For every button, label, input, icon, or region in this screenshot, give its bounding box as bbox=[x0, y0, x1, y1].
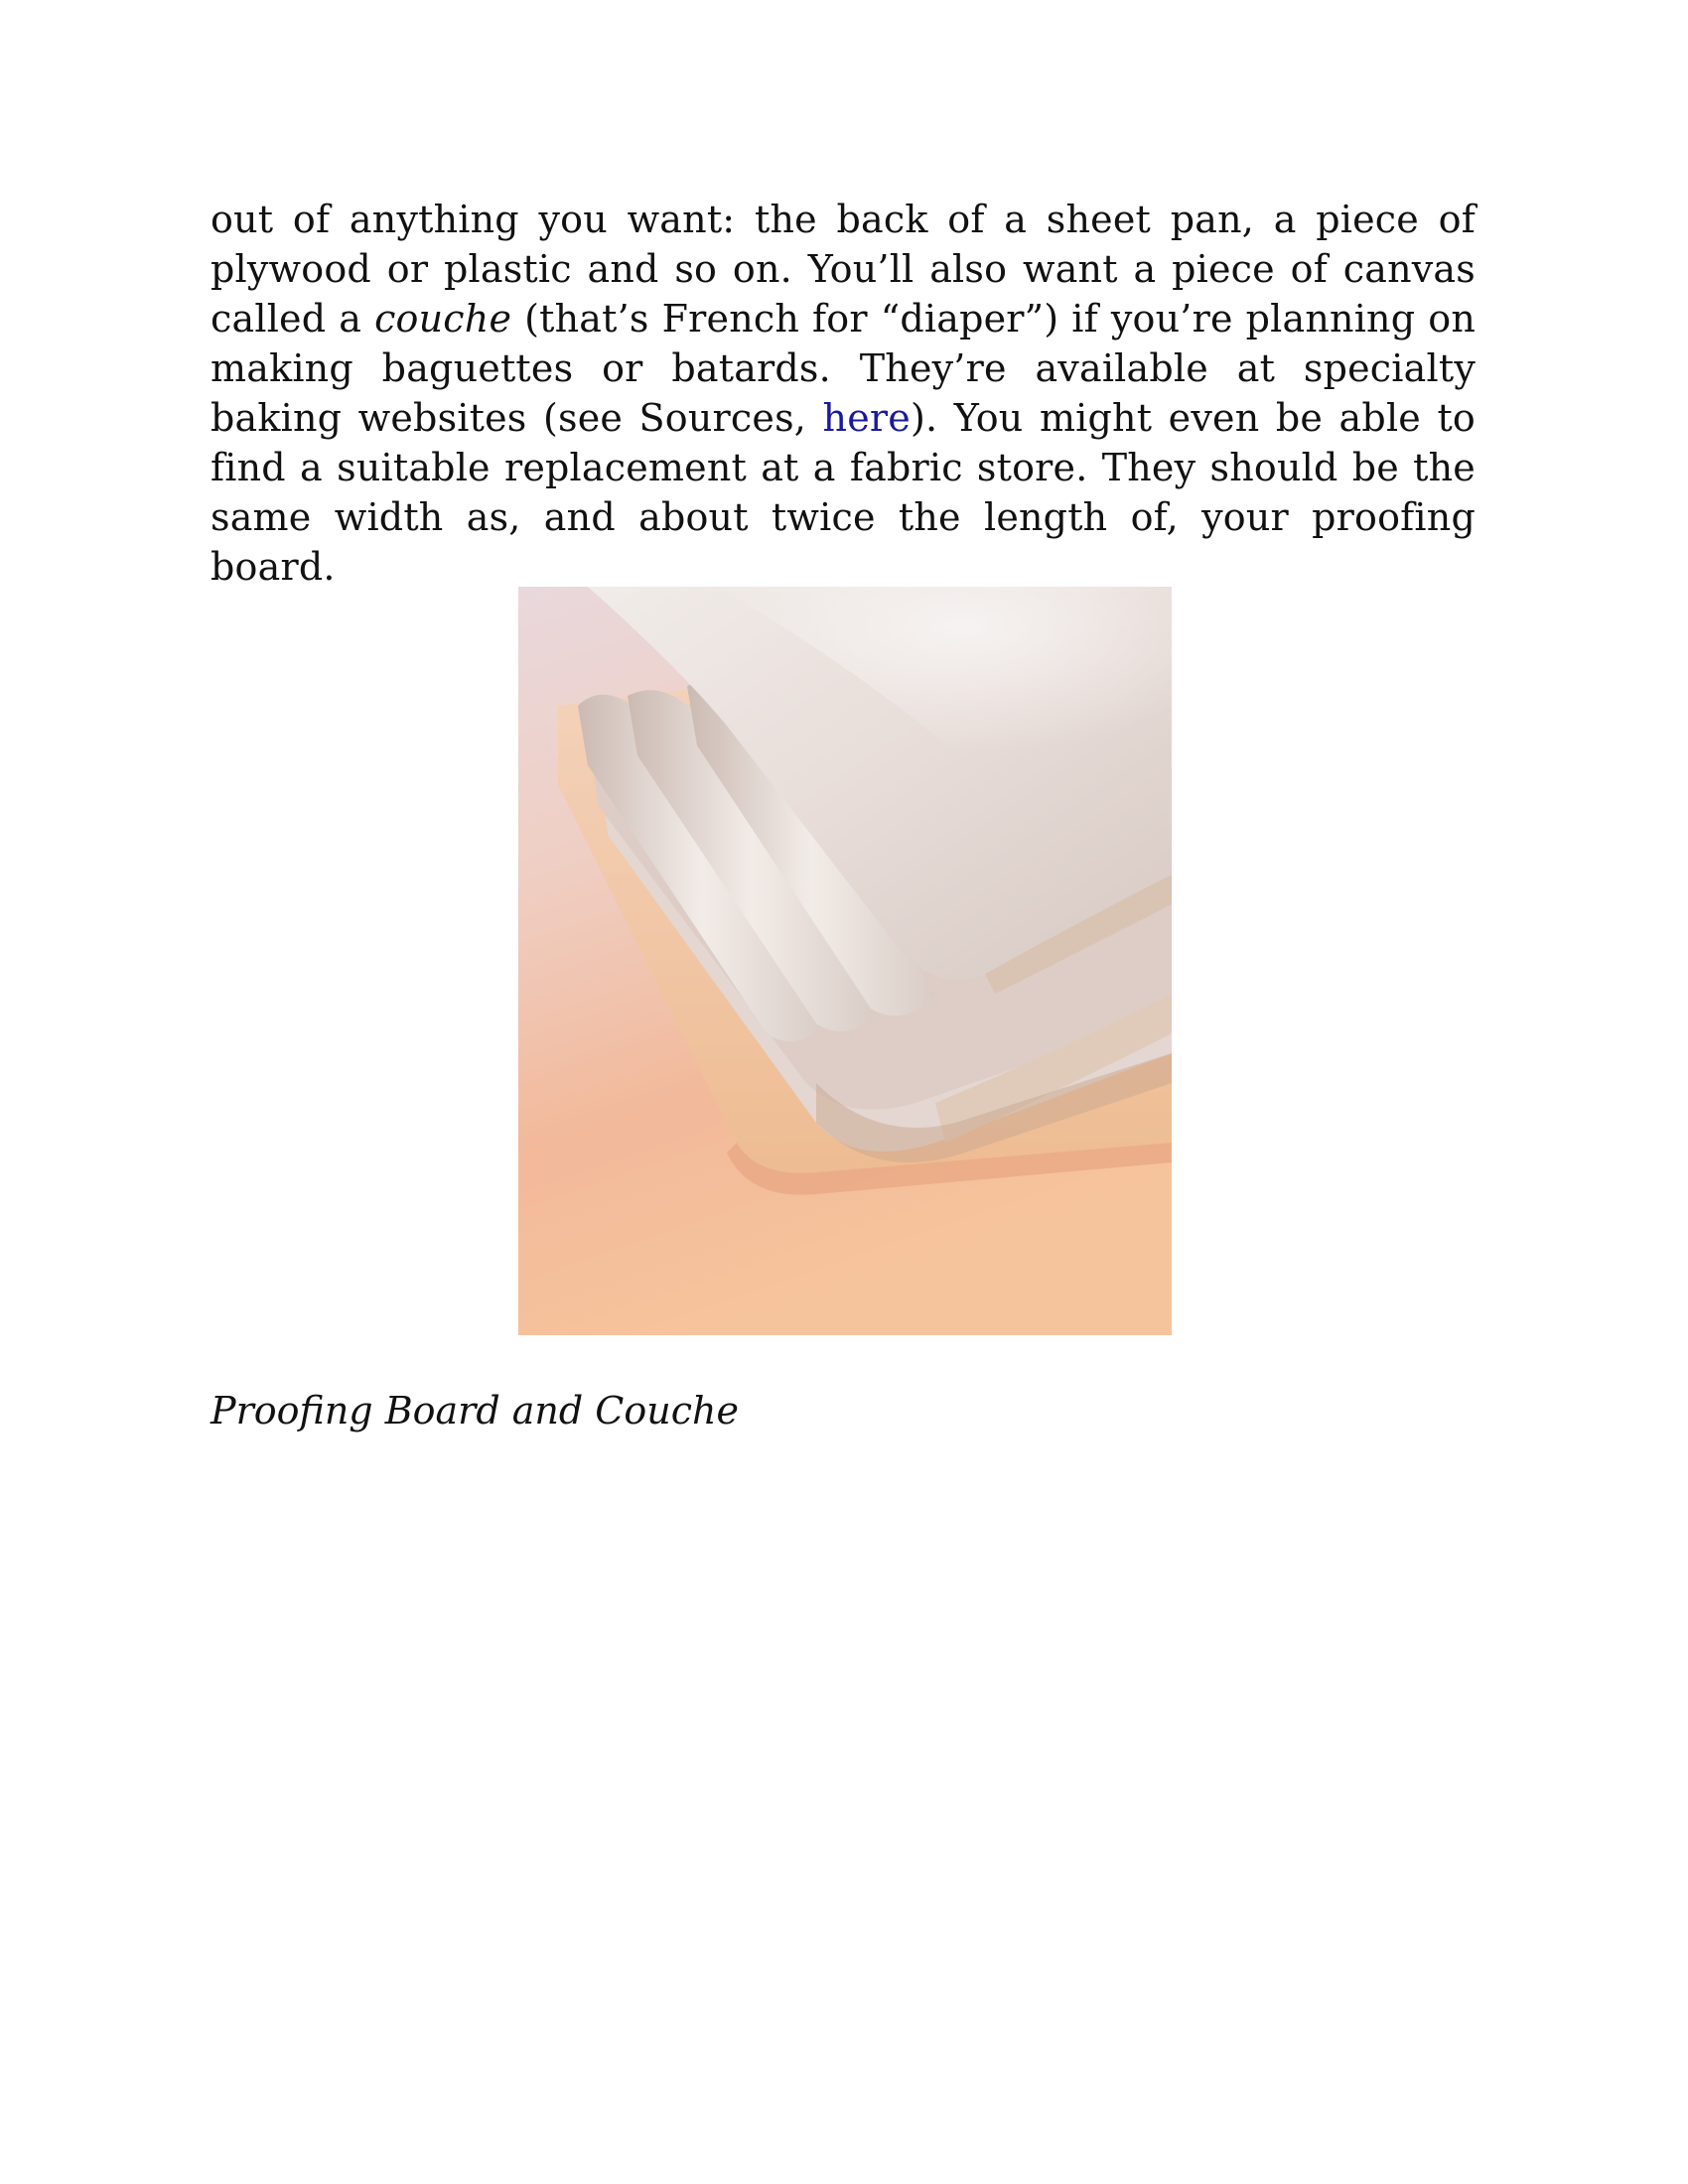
sources-link[interactable]: here bbox=[822, 396, 911, 440]
figure-caption: Proofing Board and Couche bbox=[211, 1389, 739, 1433]
paragraph-text-1: out of anything you want: the back of a sheet pan, a piece of plywood or plastic and so on. You’ll also want a piece of canvas called a bbox=[211, 198, 1476, 341]
body-paragraph bbox=[211, 195, 1476, 592]
proofing-board-photo bbox=[518, 587, 1172, 1335]
paragraph-emphasis-couche: couche bbox=[374, 297, 512, 341]
photo-illustration bbox=[518, 587, 1172, 1335]
paragraph-text-2: (that’s French for “diaper”) if you’re planning on making baguettes or batards. They’re available at specialty baking websites (see Sources, bbox=[211, 297, 1476, 440]
paragraph-text-3: ). You might even be able to find a suitable replacement at a fabric store. They should be the same width as, and about twice the length of, your proofing board. bbox=[211, 396, 1477, 589]
